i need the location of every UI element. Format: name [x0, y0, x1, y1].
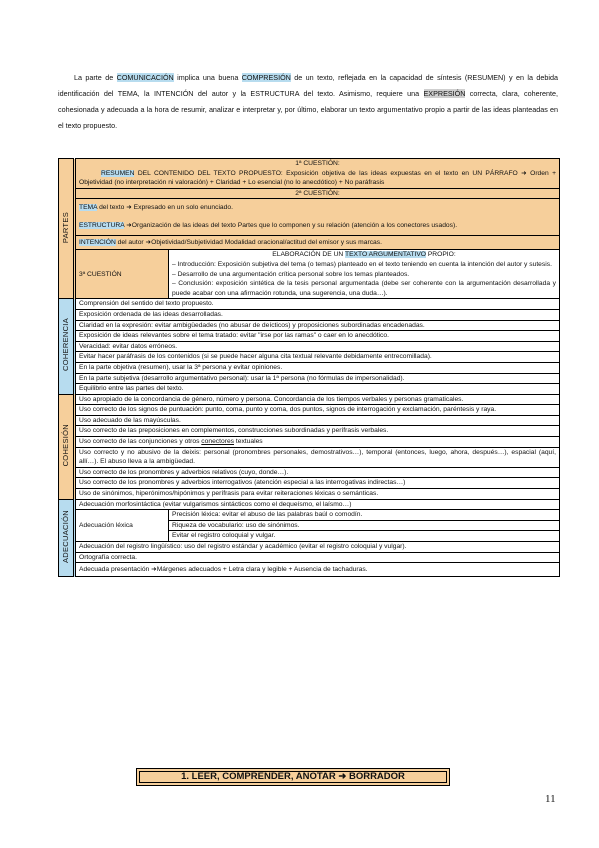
- intro-text-3: de un texto, reflejada en la capacidad de síntesis (RESUMEN) y en la debida identificación del TEMA, la INTENCIÓN del autor y la ESTRUCTURA del texto. Asimismo, requiere una: [58, 73, 558, 98]
- adecuacion-row: ADECUACIÓN Adecuación morfosintáctica (evitar vulgarismos sintácticos como el dequeísmo, el laísmo…): [59, 499, 560, 510]
- cohesion-row: Uso adecuado de las mayúsculas.: [59, 415, 560, 426]
- underlined-conectores: conectores: [201, 438, 235, 446]
- q2-intencion-row: [59, 236, 560, 250]
- q2-title-row: [59, 188, 560, 199]
- highlight-comunicacion: COMUNICACIÓN: [116, 73, 174, 82]
- coherencia-row: COHERENCIA Comprensión del sentido del texto propuesto.: [59, 299, 560, 310]
- coherencia-row: Evitar hacer paráfrasis de los contenidos (si se puede hacer alguna cita textual relevante debidamente entrecomillada).: [59, 352, 560, 363]
- adecuacion-lexica-row: Adecuación léxica Precisión léxica: evitar el abuso de las palabras baúl o comodín.: [59, 510, 560, 521]
- coherencia-row: En la parte objetiva (resumen), usar la 3ª persona y evitar opiniones.: [59, 362, 560, 373]
- highlight-intencion: INTENCIÓN: [79, 239, 116, 247]
- coherencia-row: Veracidad: evitar datos erróneos.: [59, 341, 560, 352]
- section-label-adecuacion: ADECUACIÓN: [59, 499, 75, 577]
- q3-content: ELABORACIÓN DE UN TEXTO ARGUMENTATIVO PROPIO: – Introducción: Exposición subjetiva del tema (o temas) planteado en el texto teniendo en cuenta la intención del autor y sutesis. – Desarrollo de una argumentación crítica personal sobre los temas planteados. – Conclusión: exposición sintética de la tesis personal argumentada (debe ser coherente con la argumentación desarrollada y puede acabar con una afirmación rotunda, una sugerencia, una duda…).: [169, 250, 560, 299]
- adecuacion-row: Ortografía correcta.: [59, 552, 560, 563]
- intro-text-1: La parte de: [74, 73, 117, 82]
- cohesion-row: COHESIÓN Uso apropiado de la concordancia de género, número y persona. Concordancia de los tiempos verbales y personas gramaticales.: [59, 394, 560, 405]
- adecuacion-lexica-row: Evitar el registro coloquial y vulgar.: [59, 531, 560, 542]
- adecuacion-lexica-row: Riqueza de vocabulario: uso de sinónimos.: [59, 520, 560, 531]
- q3-bullet-conclusion: – Conclusión: exposición sintética de la tesis personal argumentada (debe ser coherente con la argumentación desarrollada y puede acabar con una afirmación rotunda, una sugerencia, una duda…).: [172, 280, 556, 297]
- q3-label: 3ª CUESTIÓN: [75, 250, 169, 299]
- q2-tema-row: [59, 199, 560, 236]
- q2-title: 2ª CUESTIÓN:: [75, 188, 560, 199]
- cohesion-row: Uso correcto de los pronombres y adverbios interrogativos (atención especial a las interrogativas indirectas…): [59, 478, 560, 489]
- q3-bullet-introduccion: – Introducción: Exposición subjetiva del tema (o temas) planteado en el texto teniendo en cuenta la intención del autor y sutesis.: [172, 260, 552, 268]
- coherencia-row: Exposición de ideas relevantes sobre el tema tratado: evitar "irse por las ramas" o caer en lo anecdótico.: [59, 331, 560, 342]
- criteria-table: [58, 158, 560, 577]
- q1-row: [59, 159, 560, 189]
- page-number: 11: [545, 793, 556, 805]
- coherencia-row: Exposición ordenada de las ideas desarrolladas.: [59, 309, 560, 320]
- cohesion-row: Uso correcto de las preposiciones en complementos, construcciones subordinadas y perífrasis verbales.: [59, 426, 560, 437]
- highlight-texto-argumentativo: TEXTO ARGUMENTATIVO: [344, 251, 426, 259]
- coherencia-row: Claridad en la expresión: evitar ambigüedades (no abusar de deícticos) y proposiciones subordinadas encadenadas.: [59, 320, 560, 331]
- q2-tema: TEMA del texto ➜ Expresado en un solo enunciado. ESTRUCTURA ➜Organización de las ideas del texto Partes que lo componen y su relación (atención a los conectores usados).: [75, 199, 560, 236]
- coherencia-row: Equilibrio entre las partes del texto.: [59, 384, 560, 395]
- q3-row: [59, 250, 560, 299]
- q1-cell: [75, 159, 560, 189]
- cohesion-row: Uso correcto de las conjunciones y otros conectores textuales: [59, 437, 560, 448]
- intro-paragraph: [58, 70, 558, 134]
- highlight-estructura: ESTRUCTURA: [79, 222, 125, 230]
- cohesion-row: Uso de sinónimos, hiperónimos/hipónimos y perífrasis para evitar reiteraciones léxicas o semánticas.: [59, 489, 560, 500]
- section-label-coherencia: COHERENCIA: [59, 299, 75, 394]
- adecuacion-row: Adecuación del registro lingüístico: uso del registro estándar y académico (evitar el registro coloquial y vulgar).: [59, 542, 560, 553]
- adecuacion-row: Adecuada presentación ➜Márgenes adecuados + Letra clara y legible + Ausencia de tachaduras.: [59, 563, 560, 577]
- q1-text: DEL CONTENIDO DEL TEXTO PROPUESTO: Exposición objetiva de las ideas expuestas en el texto en UN PÁRRAFO ➜ Orden + Objetividad (no interpretación ni valoración) + Claridad + Lo esencial (no lo anecdótico) + No paráfrasis: [79, 169, 556, 187]
- highlight-tema: TEMA: [79, 204, 98, 212]
- section-label-cohesion: COHESIÓN: [59, 394, 75, 499]
- highlight-resumen: RESUMEN: [101, 169, 135, 177]
- cohesion-row: Uso correcto y no abusivo de la deixis: personal (pronombres personales, demostrativos…), temporal (entonces, luego, ahora, después…), espacial (aquí, allí…). El abuso lleva a la ambigüedad.: [59, 447, 560, 467]
- highlight-compresion: COMPRESIÓN: [241, 73, 291, 82]
- q2-intencion: INTENCIÓN del autor ➜Objetividad/Subjetividad Modalidad oracional/actitud del emisor y sus marcas.: [75, 236, 560, 250]
- cohesion-row: Uso correcto de los pronombres y adverbios relativos (cuyo, donde…).: [59, 467, 560, 478]
- intro-text-4: correcta, clara, coherente, cohesionada y adecuada a la hora de resumir, analizar e interpretar y, por último, elaborar un texto argumentativo propio a partir de las ideas planteadas en el texto propuesto.: [58, 89, 558, 130]
- intro-text-2: implica una buena: [173, 73, 242, 82]
- coherencia-row: En la parte subjetiva (desarrollo argumentativo personal): usar la 1ª persona (no fórmulas de impersonalidad).: [59, 373, 560, 384]
- cohesion-row: Uso correcto de los signos de puntuación: punto, coma, punto y coma, dos puntos, signos de interrogación y exclamación, paréntesis y raya.: [59, 405, 560, 416]
- highlight-expresion: EXPRESIÓN: [423, 89, 466, 98]
- adecuacion-lexica-label: Adecuación léxica: [75, 510, 169, 542]
- section-label-partes: PARTES: [59, 159, 75, 299]
- q3-bullet-desarrollo: – Desarrollo de una argumentación crítica personal sobre los temas planteados.: [172, 270, 410, 278]
- q1-title: 1ª CUESTIÓN:: [295, 160, 340, 167]
- footer-title-box: 1. LEER, COMPRENDER, ANOTAR ➜ BORRADOR: [136, 768, 450, 786]
